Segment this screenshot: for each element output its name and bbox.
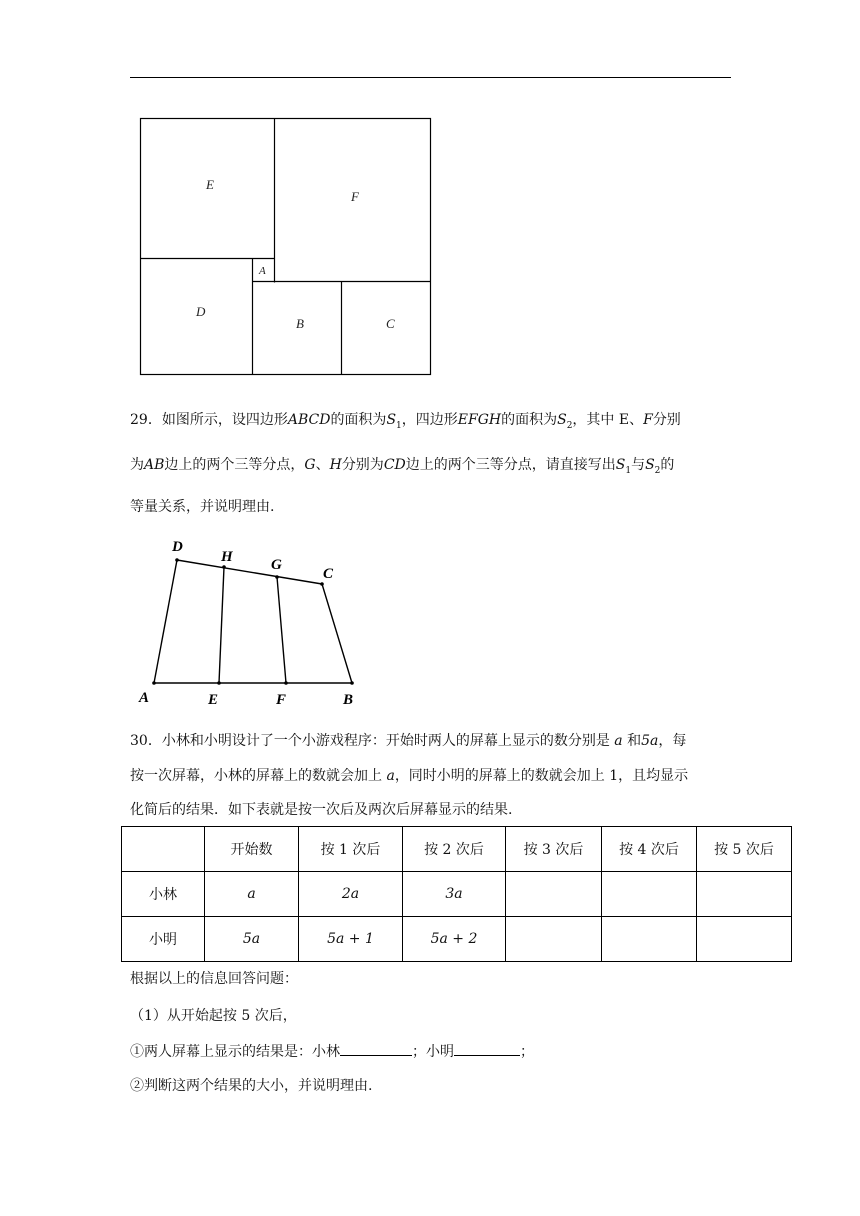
table-cell: a <box>205 872 299 917</box>
table-cell <box>697 917 792 962</box>
row-name: 小明 <box>122 917 205 962</box>
header-cell <box>122 827 205 872</box>
label-D: D <box>196 304 206 319</box>
header-cell: 按 5 次后 <box>697 827 792 872</box>
label2-F: F <box>276 692 287 708</box>
row-name: 小林 <box>122 872 205 917</box>
label2-A: A <box>139 690 150 706</box>
table-cell: 2a <box>299 872 403 917</box>
label-F: F <box>351 189 359 204</box>
quadrilateral-figure <box>0 530 860 710</box>
answers-q2: ②判断这两个结果的大小，并说明理由. <box>130 1078 373 1094</box>
table-cell: 5a + 1 <box>299 917 403 962</box>
results-table <box>121 826 792 962</box>
label2-D: D <box>172 539 183 555</box>
answers-intro: 根据以上的信息回答问题： <box>130 971 298 987</box>
q30-line2: 按一次屏幕，小林的屏幕上的数就会加上 a，同时小明的屏幕上的数就会加上 1，且均显示 <box>130 768 689 784</box>
label2-H: H <box>221 549 233 565</box>
label-A: A <box>259 265 266 277</box>
header-cell: 按 4 次后 <box>602 827 697 872</box>
header-cell: 开始数 <box>205 827 299 872</box>
q29-line1: 29．如图所示，设四边形ABCD的面积为$S_1$，四边形EFGH的面积为$S_2$，其中 E、F分别 <box>130 412 681 431</box>
label2-C: C <box>323 566 334 582</box>
table-cell <box>506 872 602 917</box>
table-cell <box>602 917 697 962</box>
answers-q1: ①两人屏幕上显示的结果是：小林 ；小明 ； <box>130 1041 534 1062</box>
answer-blank-xiaolin[interactable] <box>340 1041 412 1056</box>
label-E: E <box>206 177 214 192</box>
header-cell: 按 3 次后 <box>506 827 602 872</box>
table-row <box>122 872 792 917</box>
header-cell: 按 2 次后 <box>403 827 506 872</box>
q30-line1: 30．小林和小明设计了一个小游戏程序：开始时两人的屏幕上显示的数分别是 a 和5a，每 <box>130 733 687 749</box>
table-cell: 3a <box>403 872 506 917</box>
answers-part1: （1）从开始起按 5 次后， <box>130 1008 297 1024</box>
label2-B: B <box>343 692 354 708</box>
outer-rect <box>141 119 431 375</box>
answer-blank-xiaoming[interactable] <box>454 1041 520 1056</box>
label-B: B <box>296 316 304 331</box>
table-cell <box>602 872 697 917</box>
label2-E: E <box>208 692 219 708</box>
q30-line3: 化简后的结果．如下表就是按一次后及两次后屏幕显示的结果. <box>130 802 513 818</box>
table-header-row <box>122 827 792 872</box>
label-C: C <box>386 316 395 331</box>
q29-line2: 为AB边上的两个三等分点，G、H分别为CD边上的两个三等分点，请直接写出$S_1$与$S_2$的 <box>130 457 675 476</box>
table-cell <box>506 917 602 962</box>
q29-line3: 等量关系，并说明理由. <box>130 499 275 515</box>
header-cell: 按 1 次后 <box>299 827 403 872</box>
squares-figure <box>0 0 860 400</box>
table-cell: 5a <box>205 917 299 962</box>
table-cell: 5a + 2 <box>403 917 506 962</box>
table-row <box>122 917 792 962</box>
label2-G: G <box>271 557 282 573</box>
table-cell <box>697 872 792 917</box>
